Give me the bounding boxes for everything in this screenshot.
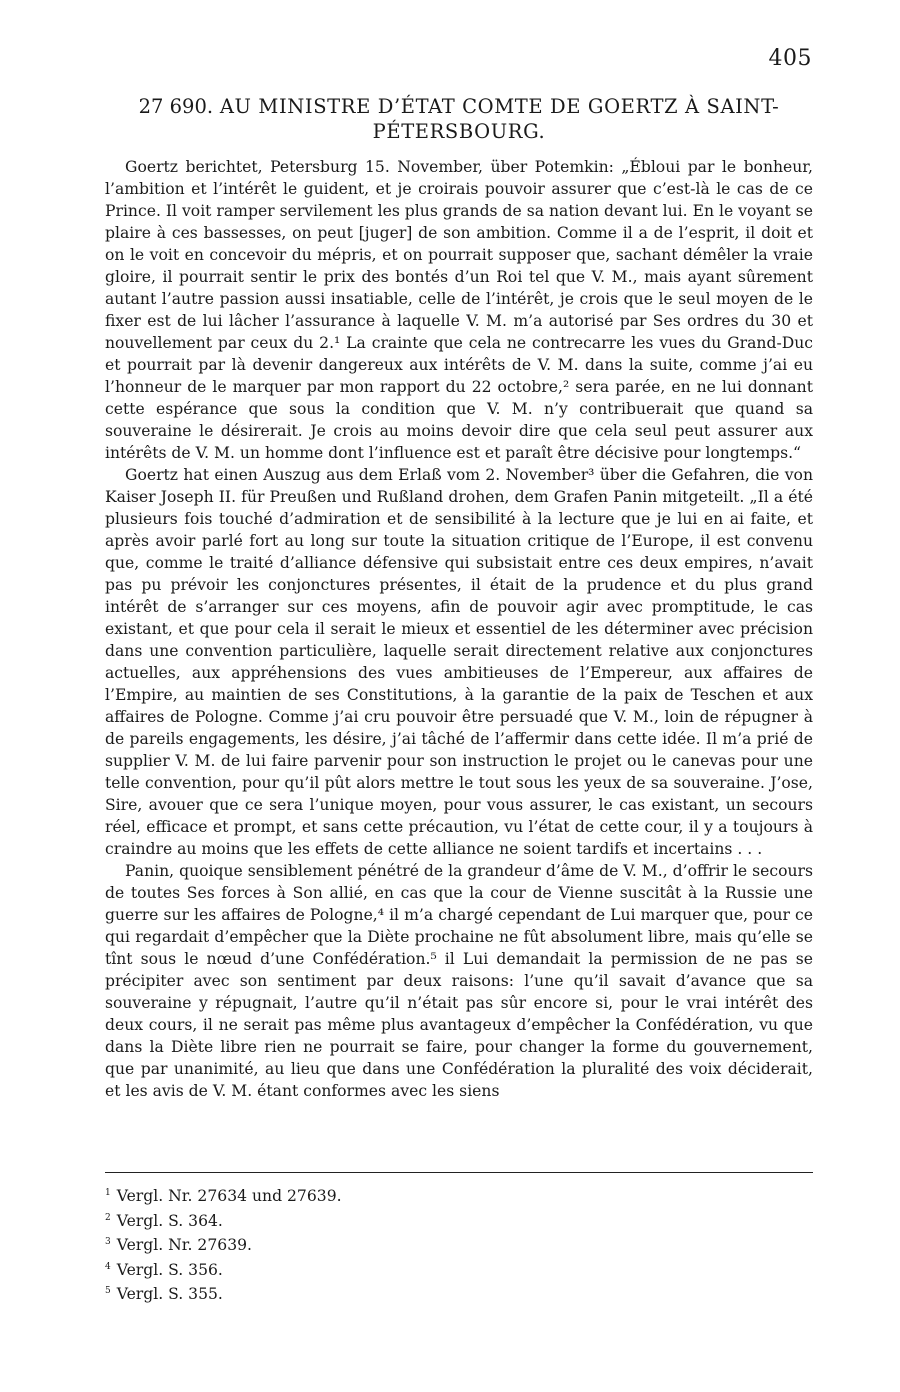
footnote-mark: 2 bbox=[105, 1212, 111, 1223]
footnote-divider bbox=[105, 1172, 813, 1173]
footnote-text: Vergl. Nr. 27639. bbox=[116, 1236, 252, 1254]
footnote bbox=[105, 1208, 813, 1233]
footnote bbox=[105, 1281, 813, 1306]
document-heading bbox=[105, 94, 813, 144]
document-body bbox=[105, 156, 813, 1102]
footnote-mark: 5 bbox=[105, 1286, 111, 1296]
footnotes bbox=[105, 1183, 813, 1306]
footnote-text: Vergl. S. 355. bbox=[116, 1285, 223, 1303]
footnote bbox=[105, 1183, 813, 1208]
footnote-mark: 4 bbox=[105, 1261, 111, 1272]
document-number: 27 690. bbox=[138, 95, 214, 118]
footnote-text: Vergl. S. 356. bbox=[116, 1260, 223, 1279]
footnote bbox=[105, 1232, 813, 1257]
document-title: AU MINISTRE D’ÉTAT COMTE DE GOERTZ À SAINT-PÉTERSBOURG. bbox=[219, 95, 780, 143]
paragraph: Goertz hat einen Auszug aus dem Erlaß vom 2. November³ über die Gefahren, die von Kaiser Joseph II. für Preußen und Rußland drohen, dem Grafen Panin mitgeteilt. „Il a été plusieurs fois touché d’admiration et de sensibilité à la lecture que je lui en ai faite, et après avoir parlé fort au long sur toute la situation critique de l’Europe, il est convenu que, comme le traité d’alliance défensive qui subsistait entre ces deux empires, n’avait pas pu prévoir les conjonctures présentes, il était de la prudence et du plus grand intérêt de s’arranger sur ces moyens, afin de pouvoir agir avec promptitude, le cas existant, et que pour cela il serait le mieux et essentiel de les déterminer avec précision dans une convention particulière, laquelle serait directement relative aux conjonctures actuelles, aux appréhensions des vues ambitieuses de l’Empereur, aux affaires de l’Empire, au maintien de ses Constitutions, à la garantie de la paix de Teschen et aux affaires de Pologne. Comme j’ai cru pouvoir être persuadé que V. M., loin de répugner à de pareils engagements, les désire, j’ai tâché de l’affermir dans cette idée. Il m’a prié de supplier V. M. de lui faire parvenir pour son instruction le projet ou le canevas pour une telle convention, pour qu’il pût alors mettre le tout sous les yeux de sa souveraine. J’ose, Sire, avouer que ce sera l’unique moyen, pour vous assurer, le cas existant, un secours réel, efficace et prompt, et sans cette précaution, vu l’état de cette cour, il y a toujours à craindre au moins que les effets de cette alliance ne soient tardifs et incertains . . . bbox=[105, 466, 813, 858]
paragraph: Panin, quoique sensiblement pénétré de la grandeur d’âme de V. M., d’offrir le secours de toutes Ses forces à Son allié, en cas que la cour de Vienne suscitât à la Russie une guerre sur les affaires de Pologne,⁴ il m’a chargé cependant de Lui marquer que, pour ce qui regardait d’empêcher que la Diète prochaine ne fût absolument libre, mais qu’elle se tînt sous le nœud d’une Confédération.⁵ il Lui demandait la permission de ne pas se précipiter avec son sentiment par deux raisons: l’une qu’il savait d’avance que sa souveraine y répugnait, l’autre qu’il n’était pas sûr encore si, pour le vrai intérêt des deux cours, il ne serait pas même plus avantageux d’empêcher la Confédération, vu que dans la Diète libre rien ne pourrait se faire, pour changer la forme du gouvernement, que par unanimité, au lieu que dans une Confédération la pluralité des voix déciderait, et les avis de V. M. étant conformes avec les siens bbox=[105, 862, 813, 1100]
footnote-text: Vergl. S. 364. bbox=[116, 1211, 223, 1230]
footnote bbox=[105, 1257, 813, 1282]
paragraph: Goertz berichtet, Petersburg 15. November, über Potemkin: „Ébloui par le bonheur, l’ambition et l’intérêt le guident, et je croirais pouvoir assurer que c’est-là le cas de ce Prince. Il voit ramper servilement les plus grands de sa nation devant lui. En le voyant se plaire à ces bassesses, on peut [juger] de son ambition. Comme il a de l’esprit, il doit et on le voit en concevoir du mépris, et on pourrait supposer que, sachant démêler la vraie gloire, il pourrait sentir le prix des bontés d’un Roi tel que V. M., mais ayant sûrement autant l’autre passion aussi insatiable, celle de l’intérêt, je crois que le seul moyen de le fixer est de lui lâcher l’assurance à laquelle V. M. m’a autorisé par Ses ordres du 30 et nouvellement par ceux du 2.¹ La crainte que cela ne contrecarre les vues du Grand-Duc et pourrait par là devenir dangereux aux intérêts de V. M. dans la suite, comme j’ai eu l’honneur de le marquer par mon rapport du 22 octobre,² sera parée, en ne lui donnant cette espérance que sous la condition que V. M. n’y contribuerait que quand sa souveraine le désirerait. Je crois au moins devoir dire que cela seul peut assurer aux intérêts de V. M. un homme dont l’influence est et paraît être décisive pour longtemps.“ bbox=[105, 158, 813, 462]
footnote-mark: 1 bbox=[105, 1188, 111, 1198]
footnote-text: Vergl. Nr. 27634 und 27639. bbox=[116, 1187, 342, 1205]
page-number: 405 bbox=[768, 46, 812, 71]
footnote-mark: 3 bbox=[105, 1237, 111, 1247]
